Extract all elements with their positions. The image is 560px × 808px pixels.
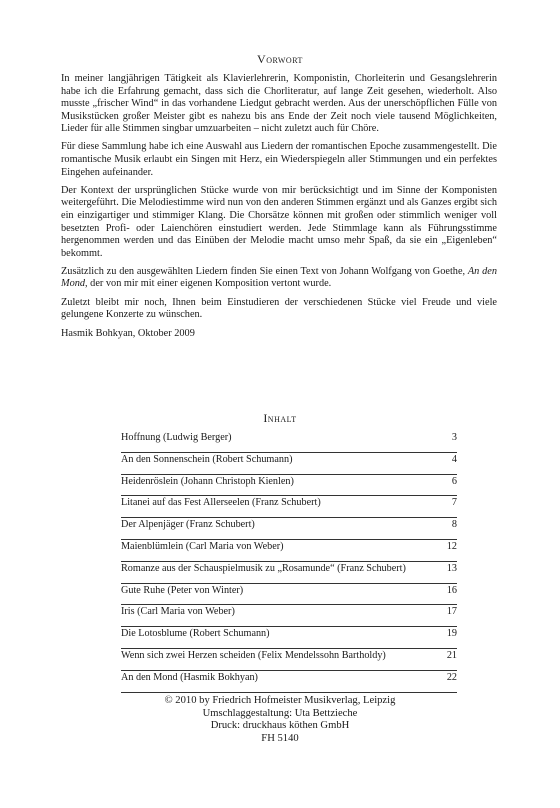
toc-title: Hoffnung (Ludwig Berger)	[121, 432, 232, 443]
cover-design-line: Umschlaggestaltung: Uta Bettzieche	[202, 707, 358, 719]
toc-title: Heidenröslein (Johann Christoph Kienlen)	[121, 475, 294, 487]
preface-text-span: Zusätzlich zu den ausgewählten Liedern finden Sie einen Text von Johann Wolfgang von Goethe,	[61, 265, 468, 277]
toc-title: An den Mond (Hasmik Bokhyan)	[121, 671, 258, 683]
table-of-contents	[121, 431, 457, 693]
toc-page-number: 6	[451, 475, 457, 487]
toc-row	[121, 431, 457, 453]
preface-heading: Vorwort	[257, 52, 303, 66]
preface-paragraph: Zuletzt bleibt mir noch, Ihnen beim Einstudieren der verschiedenen Stücke viel Freude und viele gelungene Konzerte zu wünschen.	[61, 296, 497, 321]
toc-title: Gute Ruhe (Peter von Winter)	[121, 584, 244, 596]
toc-row	[121, 453, 457, 475]
toc-page-number: 7	[451, 497, 457, 509]
contents-heading: Inhalt	[263, 411, 297, 425]
preface-paragraph: Der Kontext der ursprünglichen Stücke wurde von mir berücksichtigt und im Sinne der Komponisten weitergeführt. Die Melodiestimme wird nun von den anderen Stimmen ergänzt und als Ganzes ergibt sich ein einzigartiger und stimmiger Klang. Die Chorsätze können mit großen oder stimmlich weniger voll besetzten Profi- oder Laienchören einstudiert werden. Jede Stimmlage kann als Führungsstimme hergenommen werden und das Einüben der Melodie macht umso mehr Spaß, da sie ein „Eigenleben“ bekommt.	[61, 184, 497, 259]
toc-title: Der Alpenjäger (Franz Schubert)	[121, 519, 255, 531]
toc-row	[121, 496, 457, 518]
toc-row	[121, 562, 457, 584]
preface-paragraph-goethe	[61, 266, 497, 291]
preface-text	[61, 73, 497, 346]
toc-row	[121, 649, 457, 671]
preface-paragraph: In meiner langjährigen Tätigkeit als Klavierlehrerin, Komponistin, Chorleiterin und Gesangslehrerin habe ich die Erfahrung gemacht, dass sich die Chorliteratur, auf lange Zeit gesehen, wiederholt. Also musste „frischer Wind“ in das vorhandene Liedgut gebracht werden. Aus der unerschöpflichen Fülle von Musikstücken großer Meister gibt es nahezu bis ans Ende der Zeit noch viele tausend Möglichkeiten, Lieder für alle Stimmen singbar umzuarbeiten – nicht zuletzt auch für Chöre.	[61, 73, 497, 135]
toc-title: Maienblümlein (Carl Maria von Weber)	[121, 540, 284, 552]
toc-row	[121, 518, 457, 540]
toc-title: Wenn sich zwei Herzen scheiden (Felix Mendelssohn Bartholdy)	[121, 649, 386, 661]
toc-title: Iris (Carl Maria von Weber)	[121, 606, 235, 618]
toc-title: Die Lotosblume (Robert Schumann)	[121, 628, 270, 640]
printer-line: Druck: druckhaus köthen GmbH	[210, 720, 350, 732]
toc-row	[121, 540, 457, 562]
preface-signature: Hasmik Bohkyan, Oktober 2009	[61, 327, 195, 339]
imprint	[0, 695, 560, 745]
toc-page-number: 17	[446, 606, 457, 618]
toc-title: An den Sonnenschein (Robert Schumann)	[121, 453, 293, 465]
toc-page-number: 16	[446, 584, 457, 596]
toc-page-number: 19	[446, 628, 457, 640]
toc-page-number: 22	[446, 671, 457, 683]
toc-row	[121, 627, 457, 649]
copyright-line: © 2010 by Friedrich Hofmeister Musikverlag, Leipzig	[164, 695, 396, 706]
preface-paragraph: Für diese Sammlung habe ich eine Auswahl aus Liedern der romantischen Epoche zusammengestellt. Die romantische Musik erlaubt ein Singen mit Herz, ein Wiederspiegeln aller Stimmungen und ein perfektes Eingehen aufeinander.	[61, 141, 497, 178]
toc-row	[121, 475, 457, 497]
song-title-an-den-mond: An den Mond	[61, 265, 497, 290]
toc-title: Romanze aus der Schauspielmusik zu „Rosamunde“ (Franz Schubert)	[121, 562, 406, 574]
preface-text-span: , der von mir mit einer eigenen Komposition vertont wurde.	[85, 278, 332, 290]
toc-row	[121, 605, 457, 627]
toc-page-number: 13	[446, 562, 457, 574]
toc-row	[121, 671, 457, 693]
toc-page-number: 12	[446, 540, 457, 552]
toc-title: Litanei auf das Fest Allerseelen (Franz Schubert)	[121, 497, 321, 509]
toc-page-number: 21	[446, 649, 457, 661]
toc-page-number: 4	[451, 453, 457, 465]
catalog-number: FH 5140	[261, 732, 299, 744]
toc-row	[121, 584, 457, 606]
toc-page-number: 3	[451, 432, 457, 443]
toc-page-number: 8	[451, 519, 457, 531]
